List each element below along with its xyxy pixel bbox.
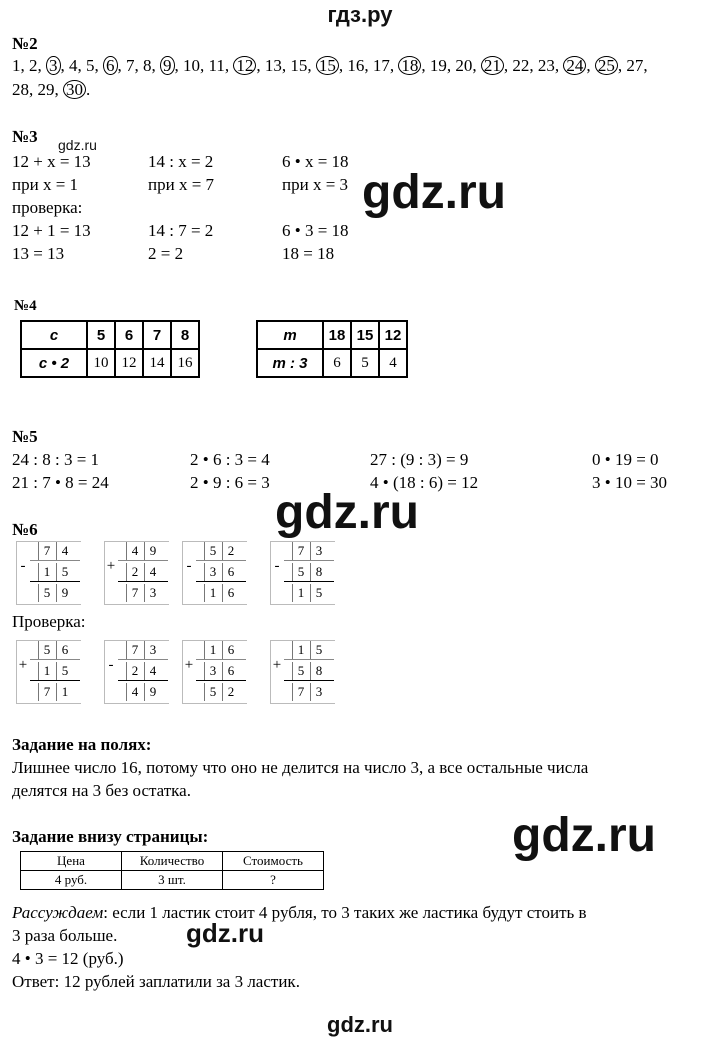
digit-cell: 5 — [204, 542, 221, 560]
task-3-line: проверка: — [12, 198, 83, 217]
task-5-expr: 24 : 8 : 3 = 1 — [12, 450, 100, 469]
row-divider — [30, 560, 80, 561]
digit-cell: 3 — [144, 641, 161, 659]
number-item: 16 — [347, 56, 365, 75]
price-table-header: Стоимость — [223, 852, 324, 871]
result-line — [30, 581, 80, 582]
task-3-line: 14 : x = 2 — [148, 152, 214, 171]
task-3-line: 12 + 1 = 13 — [12, 221, 91, 240]
number-item: 4 — [69, 56, 78, 75]
table-cell: 16 — [171, 349, 199, 377]
digit-cell: 6 — [222, 563, 239, 581]
task-3-line — [148, 196, 214, 219]
number-item: 2 — [29, 56, 38, 75]
number-item: 15 — [316, 56, 339, 75]
digit-cell: 1 — [292, 584, 309, 602]
digit-cell: 8 — [310, 563, 327, 581]
bottom-task-title: Задание внизу страницы: — [12, 827, 209, 846]
task-3-line — [282, 196, 349, 219]
number-item: 17 — [372, 56, 390, 75]
task-3-line: 6 • 3 = 18 — [282, 221, 349, 240]
digit-cell: 5 — [38, 641, 55, 659]
operation-sign: + — [18, 657, 28, 673]
digit-cell: 7 — [38, 542, 55, 560]
number-item: 10 — [183, 56, 200, 75]
column-operation — [270, 640, 336, 704]
digit-cell: 5 — [292, 563, 309, 581]
row-divider — [284, 560, 334, 561]
number-item: 22 — [512, 56, 530, 75]
task-3-line: 2 = 2 — [148, 244, 184, 263]
digit-cell: 8 — [310, 662, 327, 680]
digit-cell: 1 — [38, 662, 55, 680]
digit-cell: 1 — [56, 683, 73, 701]
digit-cell: 1 — [204, 584, 221, 602]
digit-cell: 1 — [38, 563, 55, 581]
price-table-cell: 4 руб. — [21, 871, 122, 890]
number-item: 28 — [12, 80, 29, 99]
row-divider — [196, 560, 246, 561]
column-operation — [182, 640, 248, 704]
digit-cell: 5 — [310, 641, 327, 659]
task-2-number-line-1: 1, 2, 3 , 4, 5, 6 , 7, 8, 9 , 10, 11, 12 , 13, 15, 15 , 16, 17, 18 , 19, 20, 21 , 22, 23, 24 , 25 , 27, — [12, 56, 648, 75]
task-3-line: при x = 3 — [282, 175, 349, 194]
table-cell: 15 — [351, 321, 379, 349]
digit-cell: 2 — [222, 542, 239, 560]
number-item: 7 — [126, 56, 135, 75]
digit-cell: 3 — [310, 542, 327, 560]
price-table-cell: ? — [223, 871, 324, 890]
task-3-line: 18 = 18 — [282, 244, 335, 263]
task-2-number-line-2: 28, 29, 30 . — [12, 80, 91, 99]
task-3-col-1 — [12, 150, 91, 265]
digit-cell: 4 — [144, 563, 161, 581]
column-operation — [16, 541, 82, 605]
calculation: 4 • 3 = 12 (руб.) — [12, 949, 124, 968]
number-item: 21 — [481, 56, 504, 75]
operation-sign: - — [20, 558, 26, 574]
digit-cell: 6 — [222, 584, 239, 602]
task-5-expr: 27 : (9 : 3) = 9 — [370, 450, 469, 469]
result-line — [196, 680, 246, 681]
table-cell: 14 — [143, 349, 171, 377]
digit-cell: 4 — [144, 662, 161, 680]
number-item: 30 — [63, 80, 86, 99]
table-cell: 8 — [171, 321, 199, 349]
digit-cell: 5 — [310, 584, 327, 602]
digit-cell: 3 — [310, 683, 327, 701]
task-3-col-3 — [282, 150, 349, 265]
digit-cell: 6 — [222, 662, 239, 680]
task-3-line: при x = 1 — [12, 175, 79, 194]
digit-cell: 6 — [56, 641, 73, 659]
task-3-line: 14 : 7 = 2 — [148, 221, 214, 240]
result-line — [30, 680, 80, 681]
number-item: 15 — [290, 56, 308, 75]
table-header-cell: m — [257, 321, 323, 349]
number-item: 24 — [563, 56, 586, 75]
number-item: 23 — [537, 56, 555, 75]
digit-cell: 4 — [56, 542, 73, 560]
digit-cell: 3 — [204, 563, 221, 581]
digit-cell: 3 — [144, 584, 161, 602]
digit-cell: 5 — [56, 662, 73, 680]
digit-cell: 1 — [292, 641, 309, 659]
number-item: 27 — [626, 56, 644, 75]
digit-cell: 5 — [292, 662, 309, 680]
task-5-expr: 21 : 7 • 8 = 24 — [12, 473, 109, 492]
table-header-cell: c • 2 — [21, 349, 87, 377]
task-5-expr: 2 • 9 : 6 = 3 — [190, 473, 270, 492]
digit-cell: 2 — [126, 563, 143, 581]
number-item: 19 — [429, 56, 447, 75]
number-item: 8 — [143, 56, 152, 75]
task-2-title: №2 — [12, 34, 38, 53]
digit-cell: 5 — [38, 584, 55, 602]
result-line — [118, 680, 168, 681]
watermark: gdz.ru — [362, 166, 506, 219]
table-cell: 12 — [115, 349, 143, 377]
task-3-line: при x = 7 — [148, 175, 215, 194]
margin-task-line-2: делятся на 3 без остатка. — [12, 781, 191, 800]
table-cell: 7 — [143, 321, 171, 349]
result-line — [118, 581, 168, 582]
row-divider — [30, 659, 80, 660]
operation-sign: + — [272, 657, 282, 673]
table-header-cell: c — [21, 321, 87, 349]
watermark: gdz.ru — [275, 486, 419, 539]
digit-cell: 7 — [292, 542, 309, 560]
operation-sign: - — [274, 558, 280, 574]
margin-task-line-1: Лишнее число 16, потому что оно не делится на число 3, а все остальные числа — [12, 758, 589, 777]
column-operation — [270, 541, 336, 605]
price-table-cell: 3 шт. — [122, 871, 223, 890]
table-header-cell: m : 3 — [257, 349, 323, 377]
column-operation — [104, 640, 170, 704]
table-cell: 5 — [351, 349, 379, 377]
number-item: 25 — [595, 56, 618, 75]
task-3-title: №3 — [12, 127, 38, 146]
task-4-table-1 — [20, 320, 200, 378]
row-divider — [284, 659, 334, 660]
digit-cell: 7 — [38, 683, 55, 701]
digit-cell: 7 — [292, 683, 309, 701]
column-operation — [182, 541, 248, 605]
number-item: 13 — [264, 56, 282, 75]
row-divider — [196, 659, 246, 660]
task-4-title: №4 — [14, 298, 37, 314]
task-5-title: №5 — [12, 427, 38, 446]
digit-cell: 7 — [126, 584, 143, 602]
watermark: gdz.ru — [186, 918, 264, 948]
price-table-header: Цена — [21, 852, 122, 871]
number-item: 20 — [455, 56, 473, 75]
digit-cell: 4 — [126, 683, 143, 701]
task-3-line: 12 + x = 13 — [12, 152, 91, 171]
number-item: 29 — [37, 80, 55, 99]
task-3-line: 13 = 13 — [12, 244, 65, 263]
table-cell: 10 — [87, 349, 115, 377]
reasoning-line-1 — [12, 903, 587, 923]
table-cell: 4 — [379, 349, 407, 377]
number-item: 1 — [12, 56, 21, 75]
table-cell: 5 — [87, 321, 115, 349]
task-5-expr: 3 • 10 = 30 — [592, 473, 668, 492]
digit-cell: 2 — [126, 662, 143, 680]
watermark: gdz.ru — [512, 809, 656, 862]
task-5-expr: 4 • (18 : 6) = 12 — [370, 473, 479, 492]
task-4-table-2 — [256, 320, 408, 378]
task-5-expr: 2 • 6 : 3 = 4 — [190, 450, 270, 469]
number-item: 9 — [160, 56, 175, 75]
digit-cell: 4 — [126, 542, 143, 560]
column-operation — [104, 541, 170, 605]
price-table — [20, 851, 324, 890]
result-line — [284, 680, 334, 681]
digit-cell: 7 — [126, 641, 143, 659]
site-header-title: гдз.ру — [327, 2, 393, 27]
table-cell: 18 — [323, 321, 351, 349]
row-divider — [118, 659, 168, 660]
price-table-header: Количество — [122, 852, 223, 871]
row-divider — [118, 560, 168, 561]
column-operation — [16, 640, 82, 704]
operation-sign: - — [186, 558, 192, 574]
table-cell: 6 — [323, 349, 351, 377]
reasoning-text: : если 1 ластик стоит 4 рубля, то 3 таких же ластика будут стоить в — [103, 903, 587, 922]
number-item: 6 — [103, 56, 118, 75]
task-3-line: 6 • x = 18 — [282, 152, 349, 171]
digit-cell: 9 — [144, 542, 161, 560]
digit-cell: 1 — [204, 641, 221, 659]
table-cell: 6 — [115, 321, 143, 349]
number-item: 3 — [46, 56, 61, 75]
number-item: 12 — [233, 56, 256, 75]
task-3-col-2 — [148, 150, 214, 265]
watermark-small: gdz.ru — [58, 137, 97, 153]
footer-watermark: gdz.ru — [327, 1012, 393, 1037]
digit-cell: 5 — [56, 563, 73, 581]
reasoning-label: Рассуждаем — [12, 903, 104, 922]
task-5-expr: 0 • 19 = 0 — [592, 450, 659, 469]
task-6-title: №6 — [12, 520, 38, 539]
margin-task-title: Задание на полях: — [12, 735, 152, 754]
digit-cell: 9 — [56, 584, 73, 602]
digit-cell: 5 — [204, 683, 221, 701]
result-line — [284, 581, 334, 582]
digit-cell: 9 — [144, 683, 161, 701]
number-item: 18 — [398, 56, 421, 75]
result-line — [196, 581, 246, 582]
digit-cell: 6 — [222, 641, 239, 659]
answer: Ответ: 12 рублей заплатили за 3 ластик. — [12, 972, 300, 991]
number-item: 5 — [86, 56, 95, 75]
table-cell: 12 — [379, 321, 407, 349]
task-6-check-label: Проверка: — [12, 612, 86, 631]
operation-sign: + — [106, 558, 116, 574]
operation-sign: + — [184, 657, 194, 673]
number-item: 11 — [208, 56, 225, 75]
digit-cell: 2 — [222, 683, 239, 701]
digit-cell: 3 — [204, 662, 221, 680]
reasoning-line-2: 3 раза больше. — [12, 926, 118, 945]
operation-sign: - — [108, 657, 114, 673]
